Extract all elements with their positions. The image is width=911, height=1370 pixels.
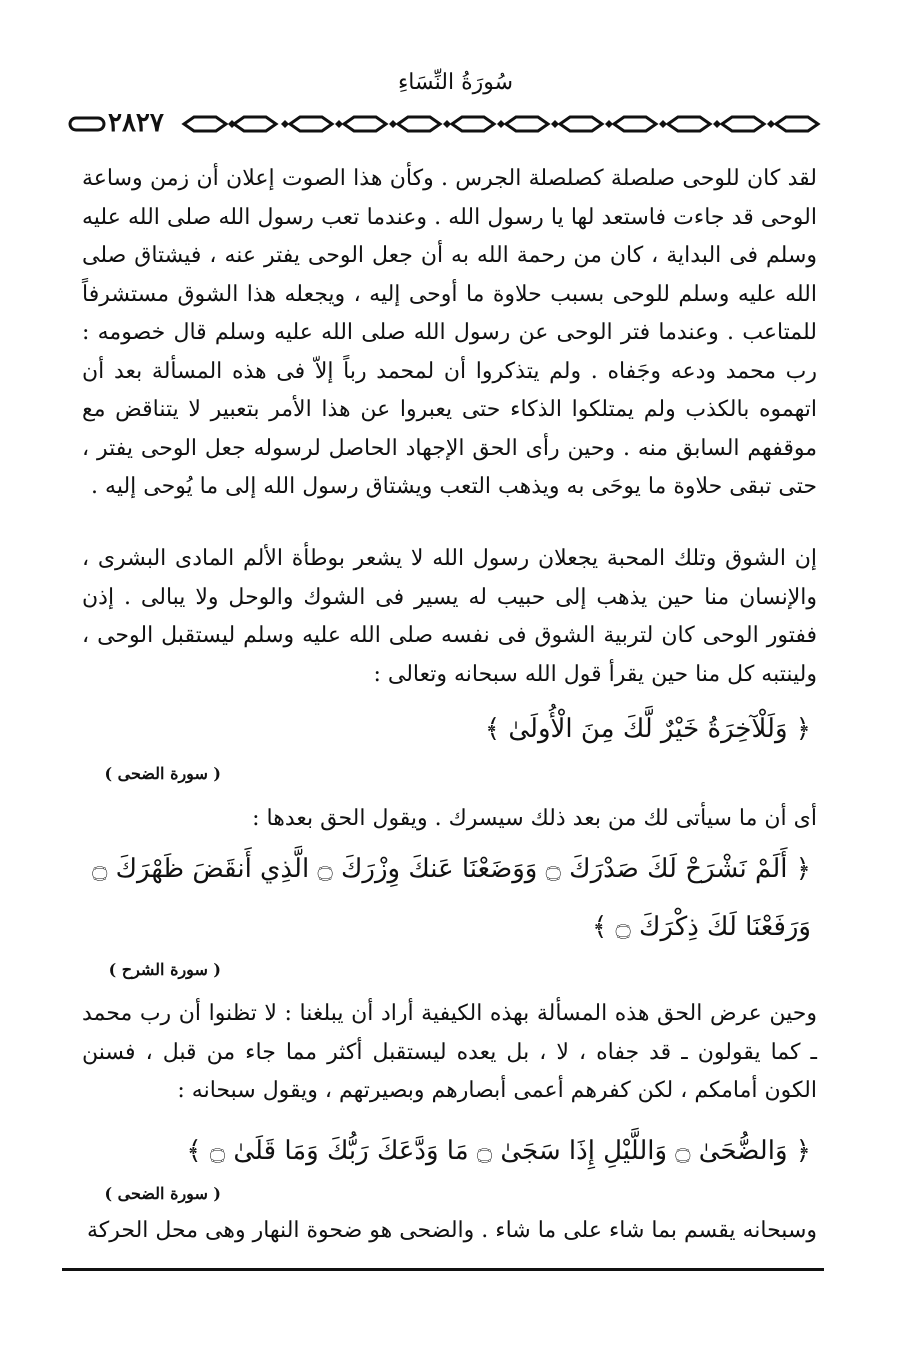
surah-reference-1: ( سورة الضحى )	[104, 764, 221, 783]
paragraph-1: لقد كان للوحى صلصلة كصلصلة الجرس . وكأن هذا الصوت إعلان أن زمن وساعة الوحى قد جاءت فاستعد لها يا رسول الله . وعندما تعب رسول الله صلى الله عليه وسلم فى البداية ، كان من رحمة الله به أن جعل الوحى يفتر عنه ، فيشتاق صلى الله عليه وسلم للوحى بسبب حلاوة ما أوحى إليه ، ويجعله هذا الشوق مستشرفاً للمتاعب . وعندما فتر الوحى عن رسول الله صلى الله عليه وسلم قال خصومه : رب محمد ودعه وجَفاه . ولم يتذكروا أن لمحمد رباً إلاّ فى هذه المسألة بعد أن اتهموه بالكذب ولم يمتلكوا الذكاء حتى يعبروا عن هذا الأمر بتعبير لا يتناقض مع موقفهم السابق منه . وحين رأى الحق الإجهاد الحاصل لرسوله جعل الوحى يفتر ، حتى تبقى حلاوة ما يوحَى به ويذهب التعب ويشتاق رسول الله إلى ما يُوحى إليه .	[82, 166, 817, 499]
paragraph-4: وحين عرض الحق هذه المسألة بهذه الكيفية أراد أن يبلغنا : لا تظنوا أن رب محمد ـ كما يقولون ـ قد جفاه ، لا ، بل يعده ليستقبل أكثر مما جاء من قبل ، فسنن الكون أمامكم ، لكن كفرهم أعمى أبصارهم وبصيرتهم ، ويقول سبحانه :	[82, 1001, 817, 1103]
ornament-border	[68, 112, 828, 138]
bottom-rule	[62, 1268, 824, 1271]
quran-verse-1: ﴿ وَلَلْآخِرَةُ خَيْرٌ لَّكَ مِنَ الْأُولَىٰ ﴾	[484, 714, 811, 744]
paragraph-3: أى أن ما سيأتى لك من بعد ذلك سيسرك . ويقول الحق بعدها :	[252, 806, 817, 831]
surah-title: سُورَةُ النِّسَاءِ	[397, 70, 514, 95]
surah-reference-3: ( سورة الضحى )	[104, 1184, 221, 1203]
paragraph-5: وسبحانه يقسم بما شاء على ما شاء . والضحى هو ضحوة النهار وهى محل الحركة	[86, 1218, 817, 1243]
quran-verse-2b: وَرَفَعْنَا لَكَ ذِكْرَكَ ۝ ﴾	[592, 912, 811, 942]
page-number: ٢٨٢٧	[108, 108, 164, 138]
quran-verse-2a: ﴿ أَلَمْ نَشْرَحْ لَكَ صَدْرَكَ ۝ وَوَضَعْنَا عَنكَ وِزْرَكَ ۝ الَّذِي أَنقَضَ ظَهْرَكَ ۝	[92, 854, 811, 884]
quran-verse-3: ﴿ وَالضُّحَىٰ ۝ وَاللَّيْلِ إِذَا سَجَىٰ ۝ مَا وَدَّعَكَ رَبُّكَ وَمَا قَلَىٰ ۝ ﴾	[186, 1136, 811, 1166]
paragraph-2: إن الشوق وتلك المحبة يجعلان رسول الله لا يشعر بوطأة الألم المادى البشرى ، والإنسان منا حين يذهب إلى حبيب له يسير فى الشوك والوحل ولا يبالى . إذن ففتور الوحى كان لتربية الشوق فى نفسه صلى الله عليه وسلم ليستقبل الوحى ، ولينتبه كل منا حين يقرأ قول الله سبحانه وتعالى :	[82, 546, 817, 687]
surah-reference-2: ( سورة الشرح )	[108, 960, 221, 979]
